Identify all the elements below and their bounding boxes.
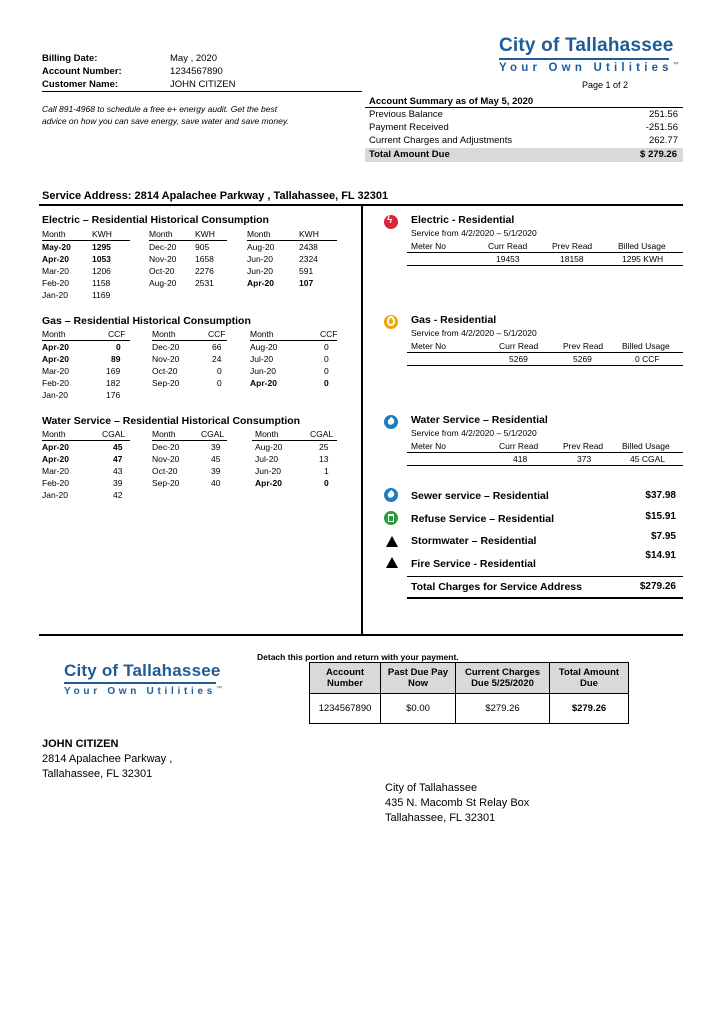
history-month: Apr-20	[250, 378, 277, 388]
water-prev-read: 373	[577, 454, 592, 464]
page-number: Page 1 of 2	[582, 80, 629, 90]
gas-flame-icon	[384, 315, 398, 329]
customer-address-name: JOHN CITIZEN	[42, 738, 119, 750]
history-month: Aug-20	[255, 442, 283, 452]
gas-service-title: Gas - Residential	[411, 314, 497, 326]
water-curr-read: 418	[513, 454, 528, 464]
history-month: Dec-20	[149, 242, 177, 252]
history-usage: 45	[113, 442, 123, 452]
history-month: Mar-20	[42, 466, 69, 476]
history-usage: 66	[212, 342, 222, 352]
history-usage: 40	[211, 478, 221, 488]
column-header: Month	[255, 429, 279, 439]
history-usage: 591	[299, 266, 314, 276]
refuse-service-title: Refuse Service – Residential	[411, 513, 554, 525]
history-usage: 1295	[92, 242, 111, 252]
summary-value: 262.77	[648, 135, 678, 146]
water-history-title: Water Service – Residential Historical Consumption	[42, 415, 301, 427]
history-month: Sep-20	[152, 378, 180, 388]
summary-title: Account Summary as of May 5, 2020	[369, 96, 534, 107]
billing-date: May , 2020	[170, 53, 217, 64]
curr-read-header: Curr Read	[488, 241, 528, 251]
header-rule	[252, 440, 337, 441]
account-number-label: Account Number:	[42, 66, 122, 77]
brand-tm: ™	[672, 61, 679, 68]
history-usage: 905	[195, 242, 210, 252]
prev-read-header: Prev Read	[563, 341, 604, 351]
refuse-amount: $15.91	[645, 511, 676, 522]
city-address-line1: 435 N. Macomb St Relay Box	[385, 797, 530, 809]
brand-tm: ™	[215, 685, 222, 692]
history-usage: 182	[106, 378, 121, 388]
summary-top-rule	[365, 107, 683, 108]
electric-service-period: Service from 4/2/2020 – 5/1/2020	[411, 228, 537, 238]
total-charges-label: Total Charges for Service Address	[411, 581, 582, 593]
meter-no-header: Meter No	[411, 341, 446, 351]
history-month: Jun-20	[250, 366, 276, 376]
sewer-amount: $37.98	[645, 490, 676, 501]
history-usage: 169	[106, 366, 121, 376]
city-remit-address	[385, 781, 529, 826]
city-address-name: City of Tallahassee	[385, 782, 478, 794]
column-header: CGAL	[201, 429, 225, 439]
column-header: Month	[149, 229, 173, 239]
history-usage: 2324	[299, 254, 318, 264]
history-month: Jun-20	[247, 254, 273, 264]
history-month: Feb-20	[42, 278, 69, 288]
gas-history-table	[42, 329, 337, 404]
account-number: 1234567890	[170, 66, 223, 77]
history-month: Sep-20	[152, 478, 180, 488]
brand-tagline: Your Own Utilities	[64, 685, 216, 697]
history-usage: 45	[211, 454, 221, 464]
header-rule	[42, 340, 130, 341]
electric-prev-read: 18158	[560, 254, 584, 264]
history-usage: 2276	[195, 266, 214, 276]
history-month: Dec-20	[152, 442, 180, 452]
history-usage: 1	[324, 466, 329, 476]
header-divider	[42, 91, 362, 92]
customer-name: JOHN CITIZEN	[170, 79, 236, 90]
customer-name-label: Customer Name:	[42, 79, 119, 90]
total-amount-header: Total Amount Due	[550, 663, 629, 694]
summary-row-current-charges	[369, 135, 682, 148]
water-billed-usage: 45 CGAL	[630, 454, 665, 464]
column-header: CCF	[208, 329, 226, 339]
header-rule	[152, 340, 227, 341]
remit-account-number: 1234567890	[310, 694, 381, 724]
remittance-table	[309, 662, 629, 724]
history-usage: 39	[113, 478, 123, 488]
history-month: Apr-20	[247, 278, 274, 288]
history-usage: 2531	[195, 278, 214, 288]
total-amount-due-value: $ 279.26	[640, 149, 677, 160]
column-header: Month	[152, 429, 176, 439]
history-month: Oct-20	[149, 266, 175, 276]
water-service-period: Service from 4/2/2020 – 5/1/2020	[411, 428, 537, 438]
water-service-title: Water Service – Residential	[411, 414, 548, 426]
history-month: Apr-20	[42, 354, 69, 364]
history-usage: 43	[113, 466, 123, 476]
summary-value: 251.56	[648, 109, 678, 120]
brand-tagline: Your Own Utilities	[499, 61, 673, 74]
column-header: KWH	[195, 229, 215, 239]
brand-logo-top	[499, 35, 679, 74]
history-month: Jan-20	[42, 290, 68, 300]
column-header: KWH	[299, 229, 319, 239]
history-usage: 39	[211, 466, 221, 476]
curr-read-header: Curr Read	[499, 441, 539, 451]
history-month: Aug-20	[247, 242, 275, 252]
column-header: Month	[152, 329, 176, 339]
gas-history-title: Gas – Residential Historical Consumption	[42, 315, 251, 327]
history-usage: 0	[324, 366, 329, 376]
history-usage: 1053	[92, 254, 111, 264]
header-rule	[149, 240, 227, 241]
header-rule	[42, 240, 130, 241]
column-header: CCF	[108, 329, 126, 339]
fire-amount: $14.91	[645, 550, 676, 561]
history-usage: 0	[116, 342, 121, 352]
gas-curr-read: 5269	[509, 354, 528, 364]
remit-current-charges: $279.26	[456, 694, 550, 724]
history-usage: 0	[324, 354, 329, 364]
brand-logo-bottom	[64, 661, 222, 697]
column-header: Month	[250, 329, 274, 339]
summary-row-previous-balance	[369, 109, 682, 122]
history-month: Aug-20	[250, 342, 278, 352]
meter-no-header: Meter No	[411, 441, 446, 451]
history-usage: 176	[106, 390, 121, 400]
history-usage: 1169	[92, 290, 111, 300]
water-history-table	[42, 429, 337, 504]
column-header: Month	[247, 229, 271, 239]
electric-curr-read: 19453	[496, 254, 520, 264]
column-header: CGAL	[310, 429, 334, 439]
account-number-header: Account Number	[310, 663, 381, 694]
gas-service-period: Service from 4/2/2020 – 5/1/2020	[411, 328, 537, 338]
sewer-drop-icon	[384, 488, 398, 502]
history-usage: 107	[299, 278, 314, 288]
history-usage: 89	[111, 354, 121, 364]
electric-history-table	[42, 229, 337, 304]
meter-header-rule	[407, 452, 683, 453]
meter-bottom-rule	[407, 365, 683, 366]
electric-billed-usage: 1295 KWH	[622, 254, 664, 264]
history-usage: 2438	[299, 242, 318, 252]
electric-icon: ϟ	[384, 215, 398, 229]
history-month: May-20	[42, 242, 71, 252]
column-header: Month	[42, 329, 66, 339]
billed-usage-header: Billed Usage	[618, 241, 666, 251]
sewer-service-title: Sewer service – Residential	[411, 490, 549, 502]
column-header: CGAL	[102, 429, 126, 439]
history-month: Dec-20	[152, 342, 180, 352]
header-rule	[152, 440, 227, 441]
customer-address-line2: Tallahassee, FL 32301	[42, 768, 153, 780]
billed-usage-header: Billed Usage	[622, 341, 670, 351]
page-bottom-rule	[39, 634, 683, 636]
stormwater-service-title: Stormwater – Residential	[411, 535, 537, 547]
stormwater-triangle-icon	[386, 536, 398, 547]
remit-total-amount: $279.26	[550, 694, 629, 724]
city-address-line2: Tallahassee, FL 32301	[385, 812, 496, 824]
meter-no-header: Meter No	[411, 241, 446, 251]
history-usage: 0	[324, 378, 329, 388]
history-month: Oct-20	[152, 466, 178, 476]
history-usage: 0	[217, 378, 222, 388]
history-month: Nov-20	[152, 354, 180, 364]
history-month: Jan-20	[42, 490, 68, 500]
history-month: Apr-20	[42, 254, 69, 264]
gas-billed-usage: 0 CCF	[635, 354, 660, 364]
stormwater-amount: $7.95	[650, 531, 676, 542]
header-rule	[250, 340, 337, 341]
history-usage: 1206	[92, 266, 111, 276]
gas-prev-read: 5269	[573, 354, 592, 364]
history-usage: 1658	[195, 254, 214, 264]
total-charges-top-rule	[407, 576, 683, 577]
prev-read-header: Prev Read	[563, 441, 604, 451]
fire-triangle-icon	[386, 557, 398, 568]
column-header: Month	[42, 229, 66, 239]
history-month: Apr-20	[42, 454, 69, 464]
history-usage: 1158	[92, 278, 111, 288]
column-header: Month	[42, 429, 66, 439]
current-charges-header: Current Charges Due 5/25/2020	[456, 663, 550, 694]
column-header: KWH	[92, 229, 112, 239]
history-usage: 0	[324, 342, 329, 352]
electric-history-title: Electric – Residential Historical Consumption	[42, 214, 269, 226]
vertical-divider	[361, 205, 363, 635]
history-usage: 47	[113, 454, 123, 464]
customer-mailing-address	[42, 737, 172, 782]
brand-name: City of Tallahassee	[499, 35, 674, 56]
customer-address-line1: 2814 Apalachee Parkway ,	[42, 753, 173, 765]
history-month: Oct-20	[152, 366, 178, 376]
history-usage: 25	[319, 442, 329, 452]
header-rule	[247, 240, 337, 241]
history-month: Jul-20	[250, 354, 274, 364]
meter-bottom-rule	[407, 265, 683, 266]
history-month: Mar-20	[42, 366, 69, 376]
electric-service-title: Electric - Residential	[411, 214, 515, 226]
billed-usage-header: Billed Usage	[622, 441, 670, 451]
history-usage: 39	[211, 442, 221, 452]
brand-name: City of Tallahassee	[64, 661, 221, 680]
column-header: CCF	[320, 329, 338, 339]
brand-underline	[499, 58, 669, 60]
summary-label: Current Charges and Adjustments	[369, 135, 513, 146]
summary-row-payment-received	[369, 122, 682, 135]
history-usage: 24	[212, 354, 222, 364]
meter-header-rule	[407, 252, 683, 253]
header-rule	[42, 440, 130, 441]
history-month: Apr-20	[42, 342, 69, 352]
history-month: Jul-20	[255, 454, 279, 464]
history-usage: 0	[217, 366, 222, 376]
total-charges-bottom-rule	[407, 597, 683, 599]
fire-service-title: Fire Service - Residential	[411, 558, 536, 570]
history-usage: 13	[319, 454, 329, 464]
summary-label: Payment Received	[369, 122, 449, 133]
meter-bottom-rule	[407, 465, 683, 466]
history-month: Nov-20	[149, 254, 177, 264]
detach-instruction: Detach this portion and return with your payment.	[257, 652, 459, 662]
history-month: Apr-20	[42, 442, 69, 452]
refuse-bin-icon	[384, 511, 398, 525]
history-month: Mar-20	[42, 266, 69, 276]
history-month: Apr-20	[255, 478, 282, 488]
brand-underline	[64, 682, 216, 684]
summary-total-row	[365, 148, 683, 162]
water-drop-icon	[384, 415, 398, 429]
history-month: Aug-20	[149, 278, 177, 288]
total-charges-amount: $279.26	[639, 581, 676, 592]
energy-audit-note: Call 891-4968 to schedule a free e+ energy audit. Get the best advice on how you can save energy, save water and save money.	[42, 104, 289, 126]
prev-read-header: Prev Read	[552, 241, 593, 251]
history-month: Feb-20	[42, 378, 69, 388]
meter-header-rule	[407, 352, 683, 353]
history-month: Jun-20	[255, 466, 281, 476]
summary-label: Previous Balance	[369, 109, 443, 120]
history-month: Nov-20	[152, 454, 180, 464]
summary-value: -251.56	[645, 122, 678, 133]
curr-read-header: Curr Read	[499, 341, 539, 351]
history-usage: 42	[113, 490, 123, 500]
service-address: Service Address: 2814 Apalachee Parkway , Tallahassee, FL 32301	[42, 190, 389, 202]
total-amount-due-label: Total Amount Due	[369, 149, 450, 160]
remit-past-due: $0.00	[381, 694, 456, 724]
history-month: Jan-20	[42, 390, 68, 400]
history-usage: 0	[324, 478, 329, 488]
history-month: Jun-20	[247, 266, 273, 276]
past-due-header: Past Due Pay Now	[381, 663, 456, 694]
history-month: Feb-20	[42, 478, 69, 488]
billing-date-label: Billing Date:	[42, 53, 98, 64]
